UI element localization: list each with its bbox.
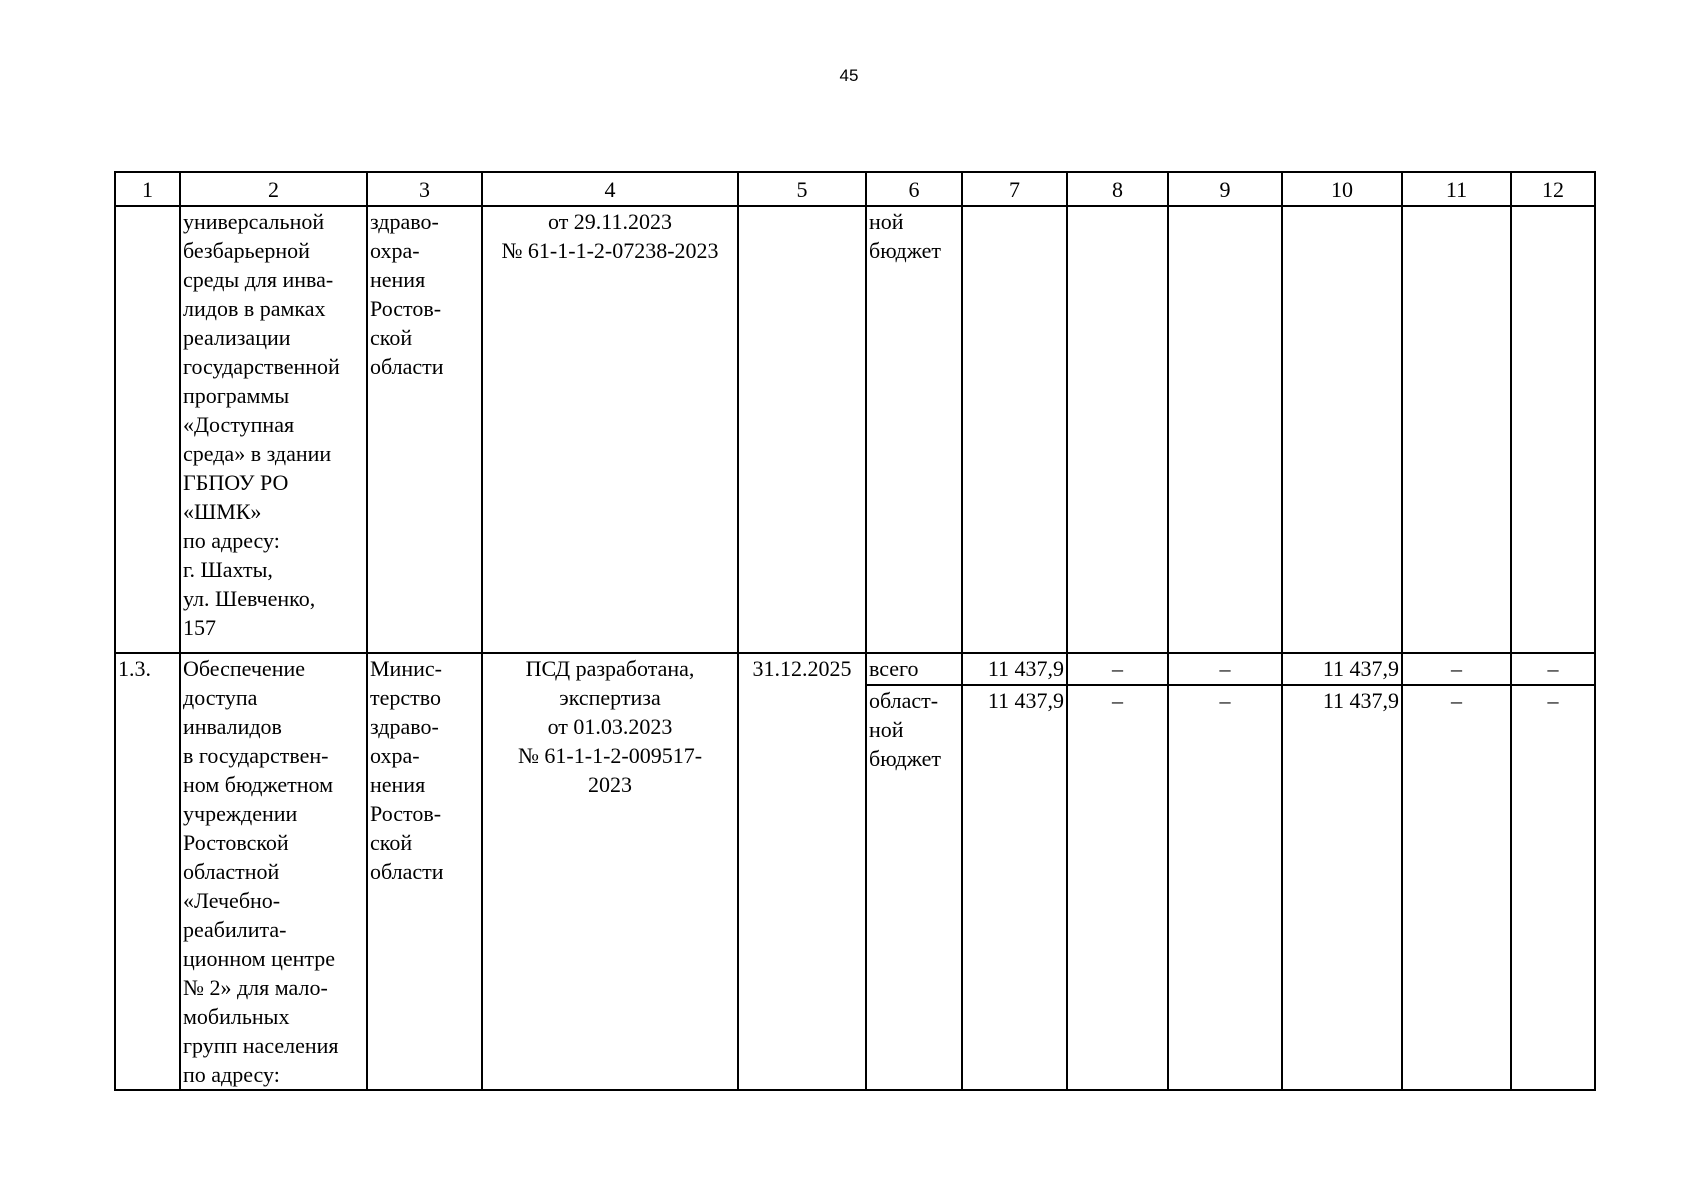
cell-deadline: 31.12.2025 [738,653,866,1090]
cell-col8 [1067,206,1168,653]
cell-item-name: универсальной безбарьерной среды для инва- лидов в рамках реализации государственной программы «Доступная среда» в здании ГБПОУ РО «ШМК» по адресу: г. Шахты, ул. Шевченко, 157 [180,206,367,653]
page-number: 45 [839,66,859,85]
column-number-7: 7 [962,172,1067,206]
column-number-1: 1 [115,172,180,206]
cell-col10 [1282,206,1402,653]
column-number-2: 2 [180,172,367,206]
table-row-1-3-total [115,653,1595,685]
cell-item-number: 1.3. [115,653,180,1090]
cell-col7 [962,206,1067,653]
table-header-row [115,172,1595,206]
column-number-8: 8 [1067,172,1168,206]
cell-deadline [738,206,866,653]
cell-col9-regional: – [1168,685,1282,1090]
cell-document: ПСД разработана, экспертиза от 01.03.2023 № 61-1-1-2-009517- 2023 [482,653,738,1090]
cell-col11-regional: – [1402,685,1511,1090]
cell-col7-total: 11 437,9 [962,653,1067,685]
cell-funding-source-total: всего [866,653,962,685]
column-number-6: 6 [866,172,962,206]
cell-col10-total: 11 437,9 [1282,653,1402,685]
financing-table [114,171,1596,1091]
column-number-12: 12 [1511,172,1595,206]
cell-col11 [1402,206,1511,653]
cell-col9 [1168,206,1282,653]
column-number-5: 5 [738,172,866,206]
cell-funding-source: ной бюджет [866,206,962,653]
cell-col12-regional: – [1511,685,1595,1090]
cell-col8-total: – [1067,653,1168,685]
cell-responsible: Минис- терство здраво- охра- нения Ростов- ской области [367,653,482,1090]
cell-funding-source-regional: област- ной бюджет [866,685,962,1090]
cell-responsible: здраво- охра- нения Ростов- ской области [367,206,482,653]
cell-item-name: Обеспечение доступа инвалидов в государствен- ном бюджетном учреждении Ростовской областной «Лечебно- реабилита- ционном центре № 2» для мало- мобильных групп населения по адресу: [180,653,367,1090]
column-number-3: 3 [367,172,482,206]
cell-col10-regional: 11 437,9 [1282,685,1402,1090]
column-number-11: 11 [1402,172,1511,206]
column-number-4: 4 [482,172,738,206]
cell-col12 [1511,206,1595,653]
cell-col8-regional: – [1067,685,1168,1090]
cell-item-number [115,206,180,653]
cell-document: от 29.11.2023 № 61-1-1-2-07238-2023 [482,206,738,653]
cell-col7-regional: 11 437,9 [962,685,1067,1090]
column-number-10: 10 [1282,172,1402,206]
cell-col11-total: – [1402,653,1511,685]
column-number-9: 9 [1168,172,1282,206]
table-row-continuation [115,206,1595,653]
cell-col12-total: – [1511,653,1595,685]
cell-col9-total: – [1168,653,1282,685]
